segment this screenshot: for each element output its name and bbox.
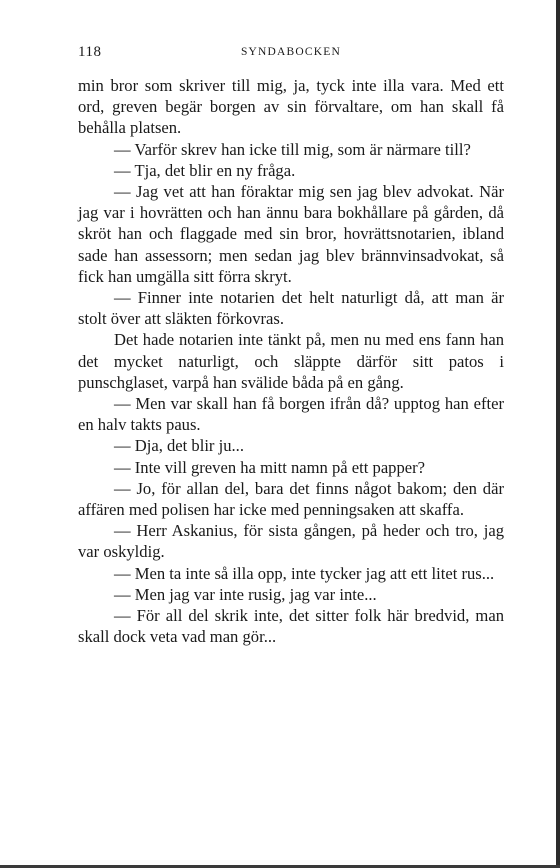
body-text xyxy=(78,75,504,647)
paragraph: — Finner inte notarien det helt naturligt då, att man är stolt över att släkten förkovras. xyxy=(78,288,504,329)
paragraph: — Varför skrev han icke till mig, som är närmare till? xyxy=(114,139,471,159)
paragraph: — För all del skrik inte, det sitter folk här bredvid, man skall dock veta vad man gör... xyxy=(78,606,504,647)
page-number: 118 xyxy=(78,44,102,60)
scan-edge-right xyxy=(556,0,560,868)
paragraph: Det hade notarien inte tänkt på, men nu med ens fann han det mycket naturligt, och släppte därför sitt patos i punschglaset, varpå han svälide båda på en gång. xyxy=(78,330,504,392)
paragraph: — Dja, det blir ju... xyxy=(114,436,244,456)
paragraph: — Tja, det blir en ny fråga. xyxy=(114,160,296,180)
paragraph: min bror som skriver till mig, ja, tyck inte illa vara. Med ett ord, greven begär borgen av sin förvaltare, om han skall få behålla platsen. xyxy=(78,76,504,138)
paragraph: — Jag vet att han föraktar mig sen jag blev advokat. När jag var i hovrätten och han ännu bara bokhållare på gården, då skröt han och flaggade med sin bror, hovrättsnotarien, ibland sade han assessorn; men sedan jag blev brännvinsadvokat, så fick han umgälla sitt förra skryt. xyxy=(78,182,504,286)
paragraph: — Herr Askanius, för sista gången, på heder och tro, jag var oskyldig. xyxy=(78,521,504,562)
paragraph: — Jo, för allan del, bara det finns något bakom; den där affären med polisen har icke med penningsaken att skaffa. xyxy=(78,478,504,520)
paragraph: — Men var skall han få borgen ifrån då? upptog han efter en halv takts paus. xyxy=(78,394,504,435)
paragraph: — Men jag var inte rusig, jag var inte... xyxy=(114,584,377,604)
page-header xyxy=(78,44,504,64)
paragraph: — Men ta inte så illa opp, inte tycker jag att ett litet rus... xyxy=(114,563,495,583)
paragraph: — Inte vill greven ha mitt namn på ett papper? xyxy=(114,457,426,477)
running-title: SYNDABOCKEN xyxy=(240,46,342,58)
